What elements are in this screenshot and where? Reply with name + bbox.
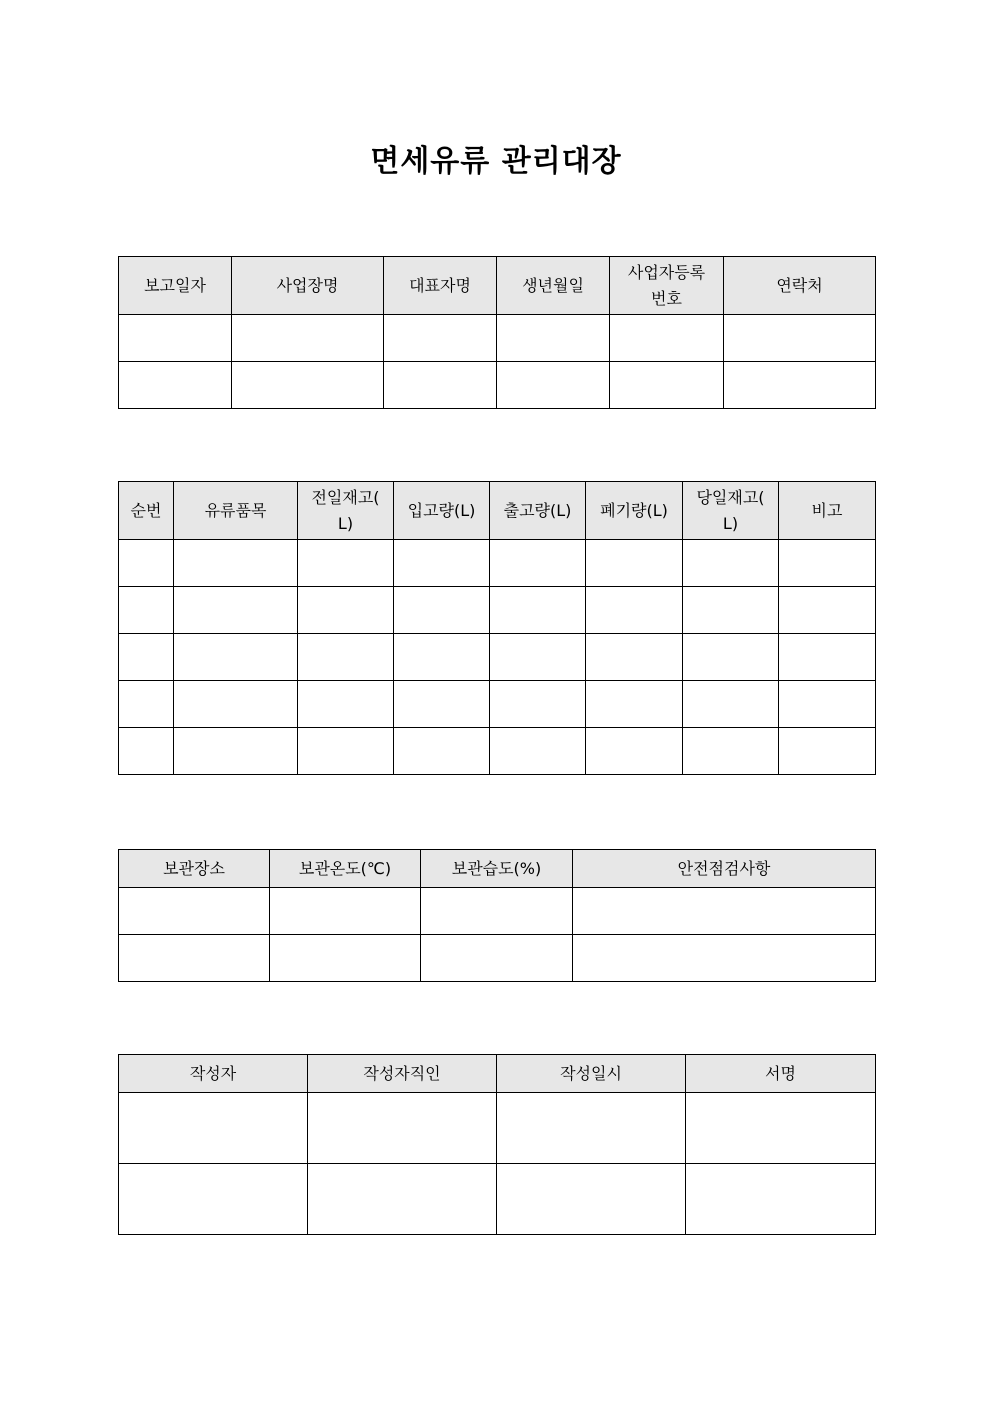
table-cell[interactable] (174, 540, 298, 587)
table-cell[interactable] (308, 1164, 497, 1235)
column-header (421, 850, 573, 888)
column-header (586, 482, 683, 540)
table-row (119, 634, 876, 681)
column-header-label: 보관장소 (163, 858, 225, 878)
column-header (610, 257, 724, 315)
column-header (232, 257, 384, 315)
column-header-label: 보관습도(%) (451, 858, 542, 878)
oil-inventory-table (118, 481, 876, 775)
column-header-label: 대표자명 (409, 275, 471, 295)
table-cell[interactable] (497, 315, 610, 362)
table-cell[interactable] (119, 1164, 308, 1235)
table-row (119, 540, 876, 587)
table-row (119, 315, 876, 362)
table-cell[interactable] (779, 634, 876, 681)
table-cell[interactable] (119, 362, 232, 409)
table-cell[interactable] (610, 315, 724, 362)
column-header (119, 850, 270, 888)
table-cell[interactable] (497, 1164, 686, 1235)
column-header-label: 순번 (130, 500, 162, 520)
table-cell[interactable] (119, 888, 270, 935)
column-header (394, 482, 490, 540)
table-cell[interactable] (119, 540, 174, 587)
table-cell[interactable] (497, 362, 610, 409)
table-cell[interactable] (779, 587, 876, 634)
column-header (384, 257, 497, 315)
table-cell[interactable] (394, 681, 490, 728)
table-cell[interactable] (119, 1093, 308, 1164)
table-cell[interactable] (174, 681, 298, 728)
table-cell[interactable] (779, 681, 876, 728)
column-header-label: 입고량(L) (407, 500, 476, 520)
table-cell[interactable] (586, 540, 683, 587)
table-cell[interactable] (384, 315, 497, 362)
table-cell[interactable] (119, 728, 174, 775)
table-cell[interactable] (586, 681, 683, 728)
table-cell[interactable] (298, 681, 394, 728)
column-header-label: 작성자 (189, 1063, 237, 1083)
column-header-label: 폐기량(L) (600, 500, 668, 520)
column-header-label: 사업장명 (276, 275, 339, 295)
table-cell[interactable] (724, 315, 876, 362)
storage-conditions-table (118, 849, 876, 982)
business-info-table (118, 256, 876, 409)
table-cell[interactable] (298, 540, 394, 587)
column-header-label: 출고량(L) (503, 500, 572, 520)
column-header-label: 비고 (811, 500, 843, 520)
column-header (497, 257, 610, 315)
column-header-label: 연락처 (776, 275, 823, 295)
table-cell[interactable] (586, 728, 683, 775)
table-cell[interactable] (174, 634, 298, 681)
column-header-label: 서명 (765, 1063, 796, 1083)
column-header (779, 482, 876, 540)
table-row (119, 728, 876, 775)
column-header (308, 1055, 497, 1093)
table-cell[interactable] (119, 681, 174, 728)
column-header-label: L) (337, 513, 354, 533)
table-cell[interactable] (270, 935, 421, 982)
column-header-label: L) (722, 513, 739, 533)
table-cell[interactable] (119, 634, 174, 681)
table-row (119, 1164, 876, 1235)
table-cell[interactable] (573, 935, 876, 982)
column-header-label: 사업자등록 (627, 262, 706, 282)
table-cell[interactable] (298, 634, 394, 681)
table-cell[interactable] (384, 362, 497, 409)
table-cell[interactable] (298, 728, 394, 775)
table-cell[interactable] (683, 634, 779, 681)
table-cell[interactable] (779, 728, 876, 775)
table-cell[interactable] (490, 540, 586, 587)
column-header (270, 850, 421, 888)
table-cell[interactable] (683, 728, 779, 775)
table-cell[interactable] (394, 540, 490, 587)
table-row (119, 935, 876, 982)
table-cell[interactable] (490, 728, 586, 775)
author-signature-table (118, 1054, 876, 1235)
column-header-label: 작성자직인 (363, 1063, 441, 1083)
table-cell[interactable] (686, 1164, 876, 1235)
column-header-label: 보고일자 (144, 275, 206, 295)
header-row (119, 1055, 876, 1093)
table-cell[interactable] (308, 1093, 497, 1164)
table-row (119, 1093, 876, 1164)
table-cell[interactable] (119, 587, 174, 634)
table-cell[interactable] (586, 634, 683, 681)
table-cell[interactable] (232, 362, 384, 409)
table-cell[interactable] (490, 681, 586, 728)
column-header-label: 번호 (651, 288, 682, 308)
column-header-label: 당일재고( (696, 487, 765, 507)
table-cell[interactable] (683, 681, 779, 728)
column-header (573, 850, 876, 888)
column-header-label: 전일재고( (311, 487, 380, 507)
column-header (174, 482, 298, 540)
table-cell[interactable] (119, 315, 232, 362)
table-cell[interactable] (298, 587, 394, 634)
table-cell[interactable] (394, 728, 490, 775)
column-header (119, 1055, 308, 1093)
table-row (119, 681, 876, 728)
table-cell[interactable] (490, 634, 586, 681)
table-cell[interactable] (497, 1093, 686, 1164)
column-header-label: 생년월일 (522, 275, 584, 295)
table-cell[interactable] (174, 587, 298, 634)
column-header (686, 1055, 876, 1093)
table-cell[interactable] (490, 587, 586, 634)
column-header-label: 유류품목 (204, 500, 267, 520)
column-header (497, 1055, 686, 1093)
page-title: 면세유류 관리대장 (370, 144, 622, 179)
table-cell[interactable] (586, 587, 683, 634)
header-row (119, 257, 876, 315)
table-cell[interactable] (683, 587, 779, 634)
table-cell[interactable] (270, 888, 421, 935)
table-cell[interactable] (610, 362, 724, 409)
column-header-label: 안전점검사항 (677, 858, 771, 878)
table-cell[interactable] (174, 728, 298, 775)
table-cell[interactable] (573, 888, 876, 935)
column-header (119, 482, 174, 540)
table-cell[interactable] (394, 587, 490, 634)
column-header (683, 482, 779, 540)
table-row (119, 362, 876, 409)
table-cell[interactable] (421, 888, 573, 935)
column-header (490, 482, 586, 540)
column-header-label: 보관온도(℃) (298, 858, 392, 878)
column-header (119, 257, 232, 315)
table-row (119, 587, 876, 634)
table-row (119, 888, 876, 935)
table-cell[interactable] (724, 362, 876, 409)
table-cell[interactable] (232, 315, 384, 362)
table-cell[interactable] (421, 935, 573, 982)
header-row (119, 850, 876, 888)
table-cell[interactable] (119, 935, 270, 982)
table-cell[interactable] (683, 540, 779, 587)
table-cell[interactable] (686, 1093, 876, 1164)
table-cell[interactable] (779, 540, 876, 587)
column-header (724, 257, 876, 315)
column-header-label: 작성일시 (560, 1063, 622, 1083)
header-row (119, 482, 876, 540)
table-cell[interactable] (394, 634, 490, 681)
column-header (298, 482, 394, 540)
